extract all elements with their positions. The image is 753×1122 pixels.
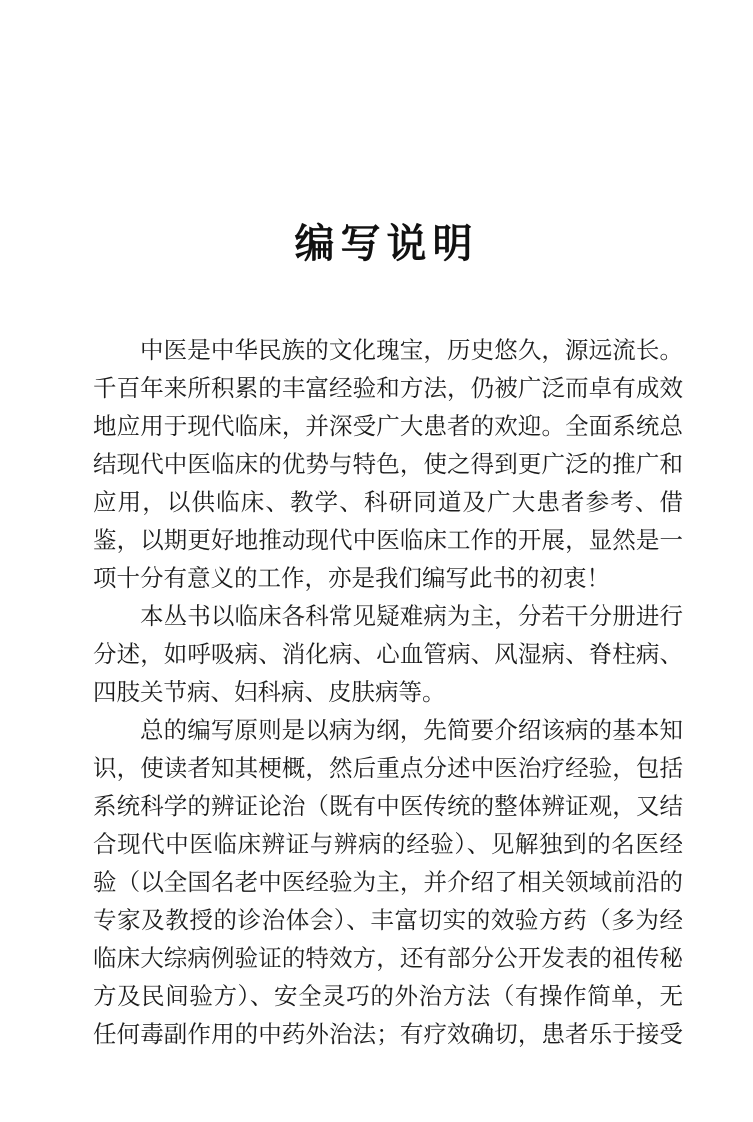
paragraph: 本丛书以临床各科常见疑难病为主，分若干分册进行分述，如呼吸病、消化病、心血管病、风湿病、脊柱病、四肢关节病、妇科病、皮肤病等。: [93, 602, 683, 706]
page-title: 编写说明: [294, 220, 479, 267]
paragraph: 总的编写原则是以病为纲，先简要介绍该病的基本知识，使读者知其梗概，然后重点分述中医治疗经验，包括系统科学的辨证论治（既有中医传统的整体辨证观，又结合现代中医临床辨证与辨病的经验）、见解独到的名医经验（以全国名老中医经验为主，并介绍了相关领域前沿的专家及教授的诊治体会）、丰富切实的效验方药（多为经临床大综病例验证的特效方，还有部分公开发表的祖传秘方及民间验方）、安全灵巧的外治方法（有操作简单，无任何毒副作用的中药外治法；有疗效确切，患者乐于接受: [93, 716, 683, 1048]
body-text-block: [93, 331, 683, 1053]
paragraph: 中医是中华民族的文化瑰宝，历史悠久，源远流长。千百年来所积累的丰富经验和方法，仍被广泛而卓有成效地应用于现代临床，并深受广大患者的欢迎。全面系统总结现代中医临床的优势与特色，使之得到更广泛的推广和应用，以供临床、教学、科研同道及广大患者参考、借鉴，以期更好地推动现代中医临床工作的开展，显然是一项十分有意义的工作，亦是我们编写此书的初衷！: [93, 336, 683, 592]
